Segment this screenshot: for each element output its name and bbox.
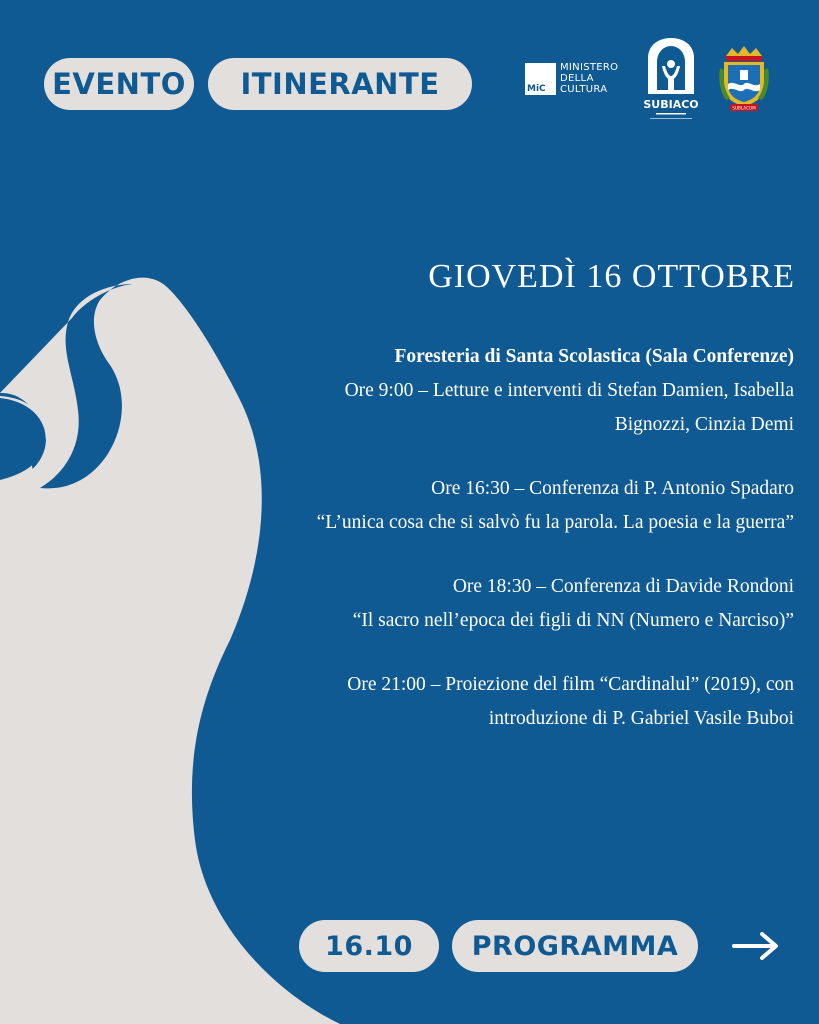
venue-label: Foresteria di Santa Scolastica (Sala Conferenze) [394,346,794,367]
event-3-line-2: “Il sacro nell’epoca dei figli di NN (Numero e Narciso)” [352,610,794,631]
ministry-culture-logo [525,62,618,95]
mic-badge-icon: MiC [525,63,556,95]
arrow-right-icon[interactable] [730,928,782,964]
svg-text:SUBLACUM: SUBLACUM [732,105,756,111]
date-badge: 16.10 [299,920,439,972]
event-4-line-2: introduzione di P. Gabriel Vasile Buboi [488,708,794,729]
event-1-line-2: Bignozzi, Cinzia Demi [614,414,794,435]
ministry-line-3: CULTURA [560,84,608,95]
ministry-line-1: MINISTERO [560,62,619,73]
program-button[interactable]: PROGRAMMA [452,920,698,972]
itinerant-tag: ITINERANTE [208,58,472,110]
program-content [274,340,794,766]
event-2-line-2: “L’unica cosa che si salvò fu la parola. La poesia e la guerra” [316,512,794,533]
ministry-line-2: DELLA [560,73,594,84]
city-crest-logo [718,46,770,112]
event-3-line-1: Ore 18:30 – Conferenza di Davide Rondoni [452,576,794,597]
event-1-line-1: Ore 9:00 – Letture e interventi di Stefan Damien, Isabella [344,380,794,401]
event-4-line-1: Ore 21:00 – Proiezione del film “Cardinalul” (2019), con [347,674,794,695]
event-tag: EVENTO [44,58,194,110]
svg-text:SUBIACO: SUBIACO [643,98,699,111]
page-title: GIOVEDÌ 16 OTTOBRE [428,258,795,295]
event-2-line-1: Ore 16:30 – Conferenza di P. Antonio Spadaro [431,478,794,499]
subiaco-logo [640,36,702,128]
